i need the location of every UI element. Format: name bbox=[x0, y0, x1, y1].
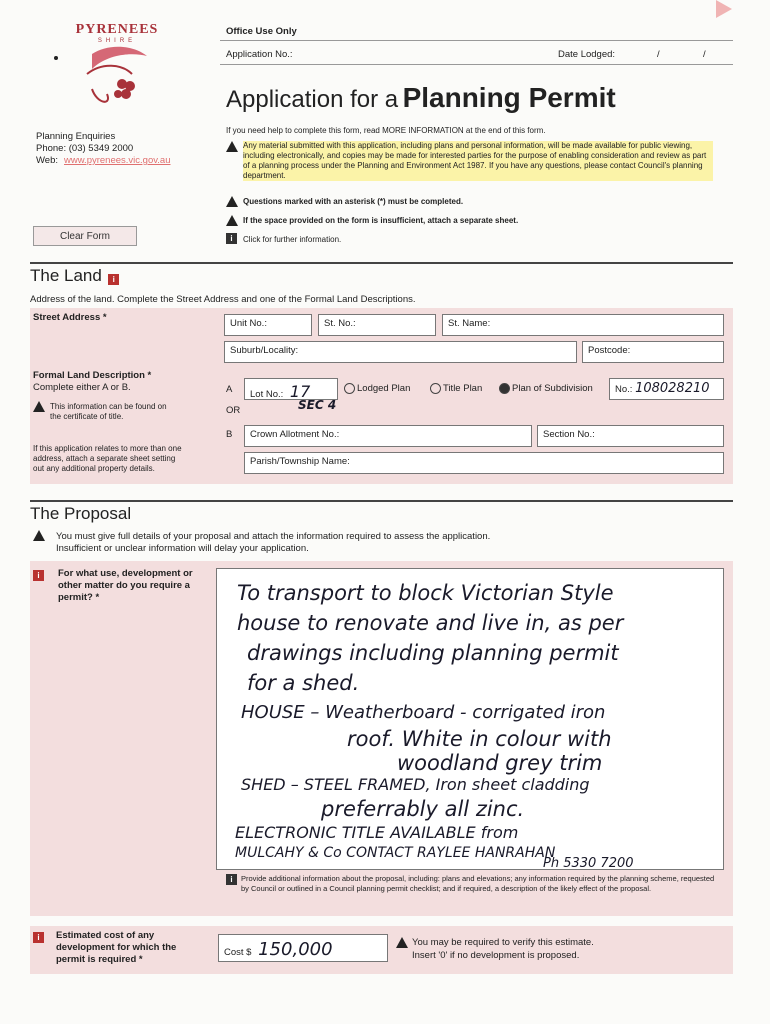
option-a-label: A bbox=[226, 384, 233, 395]
street-address-label: Street Address * bbox=[33, 312, 107, 323]
info-icon[interactable]: i bbox=[33, 570, 44, 581]
plan-no-label: No.: bbox=[615, 384, 633, 395]
office-divider bbox=[220, 40, 733, 41]
formal-description-label: Formal Land Description * bbox=[33, 370, 152, 381]
further-info-note: Click for further information. bbox=[243, 235, 342, 244]
option-b-label: B bbox=[226, 429, 233, 440]
insufficient-space-note: If the space provided on the form is insufficient, attach a separate sheet. bbox=[243, 216, 519, 225]
parish-township-label: Parish/Township Name: bbox=[250, 456, 350, 467]
street-no-label: St. No.: bbox=[324, 318, 356, 329]
crown-allotment-field[interactable] bbox=[244, 425, 532, 447]
lodged-plan-label: Lodged Plan bbox=[357, 383, 411, 395]
info-icon[interactable]: i bbox=[226, 233, 237, 244]
suburb-field[interactable] bbox=[224, 341, 577, 363]
web-link[interactable]: www.pyrenees.vic.gov.au bbox=[64, 155, 171, 166]
provide-info-note: Provide additional information about the proposal, including: plans and elevations; any information required by the planning scheme, requested by Council or outlined in a Council planning permit checklist; and if required, a description of the likely effect of the proposal. bbox=[241, 874, 715, 893]
cost-value: 150,000 bbox=[258, 939, 333, 960]
warning-icon bbox=[33, 401, 45, 412]
land-heading-text: The Land bbox=[30, 266, 102, 285]
postcode-field[interactable] bbox=[582, 341, 724, 363]
verify-note-2: Insert '0' if no development is proposed. bbox=[412, 950, 580, 961]
office-box-bottom bbox=[220, 64, 733, 65]
warning-icon bbox=[226, 141, 238, 152]
handwritten-line: for a shed. bbox=[247, 671, 360, 695]
radio-circle-icon bbox=[430, 383, 441, 394]
web-label: Web: bbox=[36, 155, 59, 166]
page-title-bold: Planning Permit bbox=[402, 82, 616, 113]
cost-label: Cost $ bbox=[224, 947, 252, 958]
street-name-field[interactable] bbox=[442, 314, 724, 336]
certificate-note: This information can be found on the certificate of title. bbox=[50, 402, 167, 421]
handwritten-line: SHED – STEEL FRAMED, Iron sheet cladding bbox=[241, 775, 590, 794]
application-no-label: Application No.: bbox=[226, 49, 293, 60]
street-name-label: St. Name: bbox=[448, 318, 491, 329]
bullet-dot bbox=[54, 56, 58, 60]
cost-question: Estimated cost of any development for which the permit is required * bbox=[56, 930, 177, 965]
planning-enquiries-label: Planning Enquiries bbox=[36, 131, 116, 142]
page-title bbox=[226, 82, 616, 114]
land-divider bbox=[30, 262, 733, 264]
date-lodged-label: Date Lodged: bbox=[558, 49, 616, 60]
proposal-note-2: Insufficient or unclear information will delay your application. bbox=[56, 543, 309, 554]
radio-checked-icon bbox=[499, 383, 510, 394]
title-plan-label: Title Plan bbox=[443, 383, 483, 395]
radio-circle-icon bbox=[344, 383, 355, 394]
section-handwritten: SEC 4 bbox=[298, 398, 337, 412]
handwritten-line: Ph 5330 7200 bbox=[543, 856, 634, 871]
plan-of-subdivision-label: Plan of Subdivision bbox=[512, 383, 593, 395]
unit-no-label: Unit No.: bbox=[230, 318, 267, 329]
parish-township-field[interactable] bbox=[244, 452, 724, 474]
date-slash: / bbox=[703, 49, 706, 60]
corner-arrow-icon bbox=[716, 0, 732, 18]
info-icon[interactable]: i bbox=[108, 274, 119, 285]
land-address-instructions: Address of the land. Complete the Street Address and one of the Formal Land Descriptions. bbox=[30, 294, 416, 305]
logo-shire: SHIRE bbox=[97, 38, 137, 44]
proposal-note-1: You must give full details of your proposal and attach the information required to assess the application. bbox=[56, 531, 491, 542]
warning-icon bbox=[396, 937, 408, 948]
handwritten-line: drawings including planning permit bbox=[247, 641, 619, 665]
proposal-question: For what use, development or other matter do you require a permit? * bbox=[58, 568, 193, 603]
council-logo bbox=[62, 22, 172, 117]
plan-no-field[interactable] bbox=[609, 378, 724, 400]
street-no-field[interactable] bbox=[318, 314, 436, 336]
or-label: OR bbox=[226, 405, 241, 416]
verify-note-1: You may be required to verify this estimate. bbox=[412, 937, 594, 948]
handwritten-line: roof. White in colour with bbox=[347, 727, 612, 751]
office-use-title: Office Use Only bbox=[226, 26, 297, 37]
crown-allotment-label: Crown Allotment No.: bbox=[250, 429, 340, 440]
lot-no-label: Lot No.: bbox=[250, 389, 284, 400]
info-icon[interactable]: i bbox=[226, 874, 237, 885]
handwritten-line: HOUSE – Weatherboard - corrigated iron bbox=[241, 702, 606, 723]
grapes-icon bbox=[62, 44, 172, 114]
plan-no-value: 108028210 bbox=[635, 381, 710, 396]
title-plan-radio[interactable] bbox=[430, 383, 482, 395]
handwritten-line: woodland grey trim bbox=[397, 751, 603, 775]
asterisk-note: Questions marked with an asterisk (*) must be completed. bbox=[243, 197, 464, 206]
handwritten-line: preferrably all zinc. bbox=[321, 797, 525, 821]
warning-icon bbox=[226, 196, 238, 207]
lot-no-field[interactable] bbox=[244, 378, 338, 400]
proposal-description-field[interactable] bbox=[216, 568, 724, 870]
page-title-light: Application for a bbox=[226, 86, 399, 113]
handwritten-line: ELECTRONIC TITLE AVAILABLE from bbox=[235, 823, 519, 842]
logo-name: PYRENEES bbox=[75, 22, 159, 37]
suburb-label: Suburb/Locality: bbox=[230, 345, 299, 356]
land-heading bbox=[30, 266, 117, 286]
lodged-plan-radio[interactable] bbox=[344, 383, 410, 395]
section-no-field[interactable] bbox=[537, 425, 724, 447]
info-icon[interactable]: i bbox=[33, 932, 44, 943]
proposal-divider bbox=[30, 500, 733, 502]
warning-icon bbox=[33, 530, 45, 541]
proposal-heading: The Proposal bbox=[30, 504, 132, 523]
clear-form-button[interactable]: Clear Form bbox=[33, 226, 137, 246]
help-text: If you need help to complete this form, read MORE INFORMATION at the end of this form. bbox=[226, 126, 546, 135]
phone-number: Phone: (03) 5349 2000 bbox=[36, 143, 134, 154]
privacy-notice: Any material submitted with this application, including plans and personal information, will be made available for public viewing, including electronically, and copies may be made for interested parties for the purpose of enabling consideration and review as part of a planning process under the Planning and Environment Act 1987. If you have any questions, please contact Council's planning department. bbox=[243, 141, 713, 181]
unit-no-field[interactable] bbox=[224, 314, 312, 336]
section-no-label: Section No.: bbox=[543, 429, 595, 440]
handwritten-line: To transport to block Victorian Style bbox=[237, 581, 614, 605]
plan-of-subdivision-radio[interactable] bbox=[499, 383, 593, 395]
handwritten-line: MULCAHY & Co CONTACT RAYLEE HANRAHAN bbox=[235, 845, 556, 861]
handwritten-line: house to renovate and live in, as per bbox=[237, 611, 624, 635]
postcode-label: Postcode: bbox=[588, 345, 631, 356]
multiple-address-note: If this application relates to more than one address, attach a separate sheet setting out any additional property details. bbox=[33, 444, 182, 473]
formal-description-sub: Complete either A or B. bbox=[33, 382, 131, 393]
cost-field[interactable] bbox=[218, 934, 388, 962]
lot-no-value: 17 bbox=[289, 382, 311, 401]
date-slash: / bbox=[657, 49, 660, 60]
warning-icon bbox=[226, 215, 238, 226]
